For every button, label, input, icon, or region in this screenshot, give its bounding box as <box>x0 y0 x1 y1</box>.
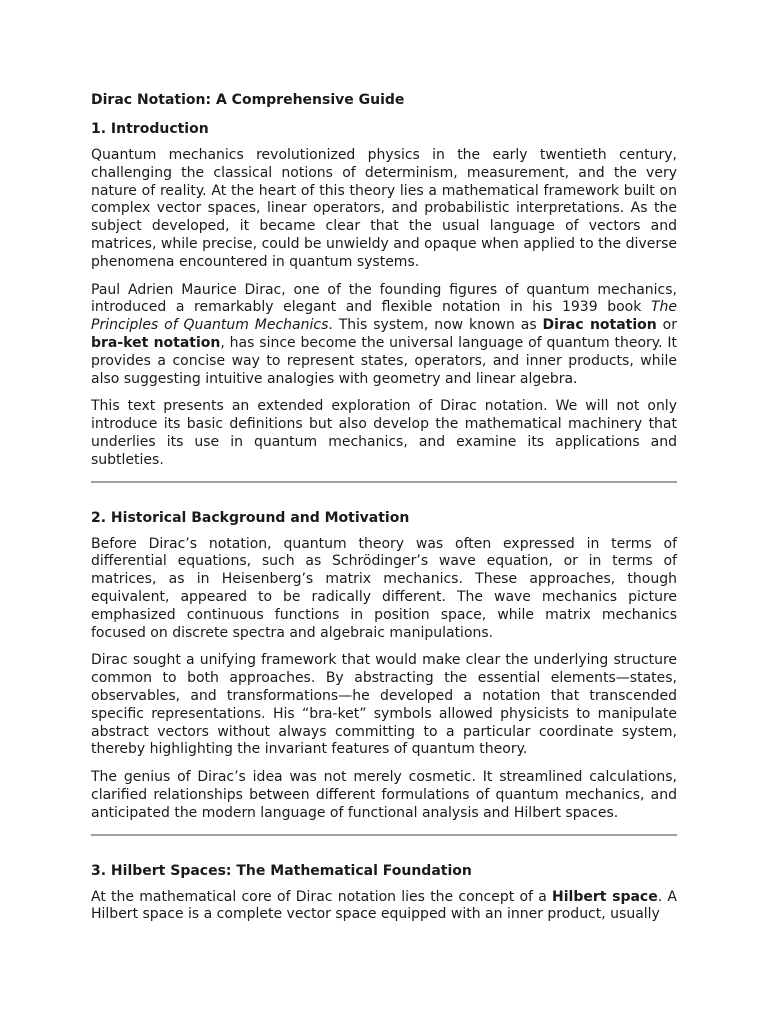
paragraph-text: or <box>656 317 677 334</box>
paragraph-text: . A Hilbert space is a complete vector space equipped with an inner product, usually <box>91 888 677 923</box>
section-historical-background <box>91 508 677 823</box>
key-term: bra-ket notation <box>91 334 221 351</box>
paragraph <box>91 536 677 643</box>
paragraph-text: This text presents an extended exploration of Dirac notation. We will not only introduce its basic definitions but also develop the mathematical machinery that underlies its use in quantum mechanics, and examine its applications and subtleties. <box>91 398 677 468</box>
paragraph <box>91 769 677 822</box>
paragraph-text: Quantum mechanics revolutionized physics in the early twentieth century, challenging the classical notions of determinism, measurement, and the very nature of reality. At the heart of this theory lies a mathematical framework built on complex vector spaces, linear operators, and probabilistic interpretations. As the subject developed, it became clear that the usual language of vectors and matrices, while precise, could be unwieldy and opaque when applied to the diverse phenomena encountered in quantum systems. <box>91 147 677 270</box>
book-title: The Principles of Quantum Mechanics <box>91 299 677 334</box>
paragraph <box>91 652 677 759</box>
paragraph-text: Before Dirac’s notation, quantum theory was often expressed in terms of differential equations, such as Schrödinger’s wave equation, or in terms of matrices, as in Heisenberg’s matrix mechanics. These approaches, though equivalent, appeared to be radically different. The wave mechanics picture emphasized continuous functions in position space, while matrix mechanics focused on discrete spectra and algebraic manipulations. <box>91 535 677 641</box>
document-title: Dirac Notation: A Comprehensive Guide <box>91 92 405 108</box>
paragraph-text: The genius of Dirac’s idea was not merely cosmetic. It streamlined calculations, clarified relationships between different formulations of quantum mechanics, and anticipated the modern language of functional analysis and Hilbert spaces. <box>91 769 677 821</box>
paragraph-text: Dirac sought a unifying framework that would make clear the underlying structure common to both approaches. By abstracting the essential elements—states, observables, and transformations—he developed a notation that transcended specific representations. His “bra-ket” symbols allowed physicists to manipulate abstract vectors without always committing to a particular coordinate system, thereby highlighting the invariant features of quantum theory. <box>91 652 677 758</box>
paragraph <box>91 282 677 389</box>
section-heading: 2. Historical Background and Motivation <box>91 509 410 526</box>
key-term: Hilbert space <box>552 888 658 905</box>
paragraph <box>91 889 677 925</box>
section-divider <box>91 481 677 483</box>
section-introduction <box>91 119 677 470</box>
section-heading: 1. Introduction <box>91 121 209 137</box>
section-heading: 3. Hilbert Spaces: The Mathematical Foundation <box>91 862 472 879</box>
paragraph <box>91 147 677 272</box>
section-divider <box>91 834 677 836</box>
document-page <box>91 90 677 934</box>
key-term: Dirac notation <box>542 317 657 334</box>
paragraph-text: At the mathematical core of Dirac notation lies the concept of a <box>91 888 553 905</box>
paragraph <box>91 398 677 469</box>
paragraph-text: , has since become the universal language of quantum theory. It provides a concise way to represent states, operators, and inner products, while also suggesting intuitive analogies with geometry and linear algebra. <box>91 334 678 387</box>
section-hilbert-spaces <box>91 861 677 925</box>
paragraph-text: Paul Adrien Maurice Dirac, one of the founding figures of quantum mechanics, introduced a remarkably elegant and flexible notation in his 1939 book <box>91 281 677 316</box>
paragraph-text: . This system, now known as <box>328 317 543 334</box>
